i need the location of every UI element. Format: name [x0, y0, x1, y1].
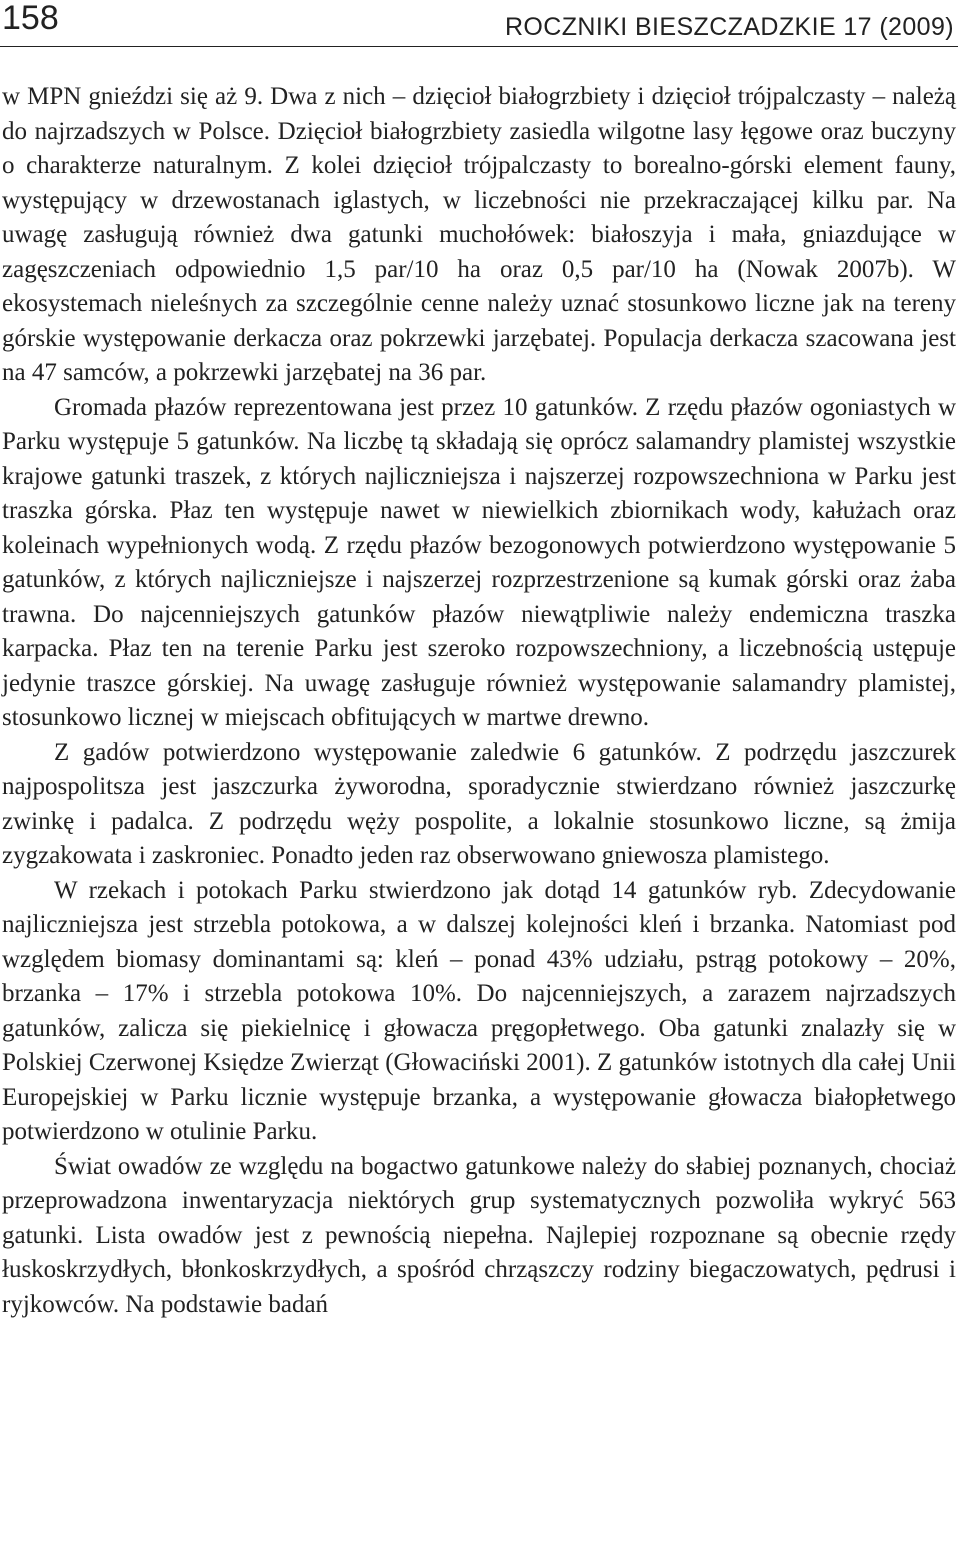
- paragraph-insects: Świat owadów ze względu na bogactwo gatunkowe należy do słabiej poznanych, chociaż przeprowadzona inwentaryzacja niektórych grup systematycznych pozwoliła wykryć 563 gatunki. Lista owadów jest z pewnością niepełna. Najlepiej rozpoznane są obecnie rzędy łuskoskrzydłych, błonkoskrzydłych, a spośród chrząszczy rodziny biegaczowatych, pędrusi i ryjkowców. Na podstawie badań: [2, 1152, 956, 1318]
- page-header: [0, 0, 958, 47]
- paragraph-amphibians: Gromada płazów reprezentowana jest przez 10 gatunków. Z rzędu płazów ogoniastych w Parku występuje 5 gatunków. Na liczbę tą składają się oprócz salamandry plamistej wszystkie krajowe gatunki traszek, z których najliczniejsza i najszerzej rozpowszechniona w Parku jest traszka górska. Płaz ten występuje nawet w niewielkich zbiornikach wody, kałużach oraz koleinach wypełnionych wodą. Z rzędu płazów bezogonowych potwierdzono występowanie 5 gatunków, z których najliczniejsze i najszerzej rozprzestrzenione są kumak górski oraz żaba trawna. Do najcenniejszych gatunków płazów niewątpliwie należy endemiczna traszka karpacka. Płaz ten na terenie Parku jest szeroko rozpowszechniony, a liczebnością ustępuje jedynie traszce górskiej. Na uwagę zasługuje również występowanie salamandry plamistej, stosunkowo licznej w miejscach obfitujących w martwe drewno.: [2, 393, 956, 731]
- page-number: 158: [2, 0, 59, 37]
- paragraph-birds: w MPN gnieździ się aż 9. Dwa z nich – dzięcioł białogrzbiety i dzięcioł trójpalczasty – należą do najrzadszych w Polsce. Dzięcioł białogrzbiety zasiedla wilgotne lasy łęgowe oraz buczyny o charakterze naturalnym. Z kolei dzięcioł trójpalczasty to borealno-górski element fauny, występujący w drzewostanach iglastych, w liczebności nie przekraczającej kilku par. Na uwagę zasługują również dwa gatunki muchołówek: białoszyja i mała, gniazdujące w zagęszczeniach odpowiednio 1,5 par/10 ha oraz 0,5 par/10 ha (Nowak 2007b). W ekosystemach nieleśnych za szczególnie cenne należy uznać stosunkowo liczne jak na tereny górskie występowanie derkacza oraz pokrzewki jarzębatej. Populacja derkacza szacowana jest na 47 samców, a pokrzewki jarzębatej na 36 par.: [2, 83, 956, 386]
- paragraph-fish: W rzekach i potokach Parku stwierdzono jak dotąd 14 gatunków ryb. Zdecydowanie najliczniejsza jest strzebla potokowa, a w dalszej kolejności kleń i brzanka. Natomiast pod względem biomasy dominantami są: kleń – ponad 43% udziału, pstrąg potokowy – 20%, brzanka – 17% i strzebla potokowa 10%. Do najcenniejszych, a zarazem najrzadszych gatunków, zalicza się piekielnicę i głowacza pręgopłetwego. Oba gatunki znalazły się w Polskiej Czerwonej Księdze Zwierząt (Głowaciński 2001). Z gatunków istotnych dla całej Unii Europejskiej w Parku licznie występuje brzanka, a występowanie głowacza białopłetwego potwierdzono w otulinie Parku.: [2, 876, 956, 1145]
- paragraph-reptiles: Z gadów potwierdzono występowanie zaledwie 6 gatunków. Z podrzędu jaszczurek najpospolitsza jest jaszczurka żyworodna, sporadycznie stwierdzano również jaszczurkę zwinkę i padalca. Z podrzędu węży pospolite, a lokalnie stosunkowo liczne, są żmija zygzakowata i zaskroniec. Ponadto jeden raz obserwowano gniewosza plamistego.: [2, 738, 956, 869]
- running-head: ROCZNIKI BIESZCZADZKIE 17 (2009): [504, 13, 954, 41]
- body-text: [2, 80, 956, 1322]
